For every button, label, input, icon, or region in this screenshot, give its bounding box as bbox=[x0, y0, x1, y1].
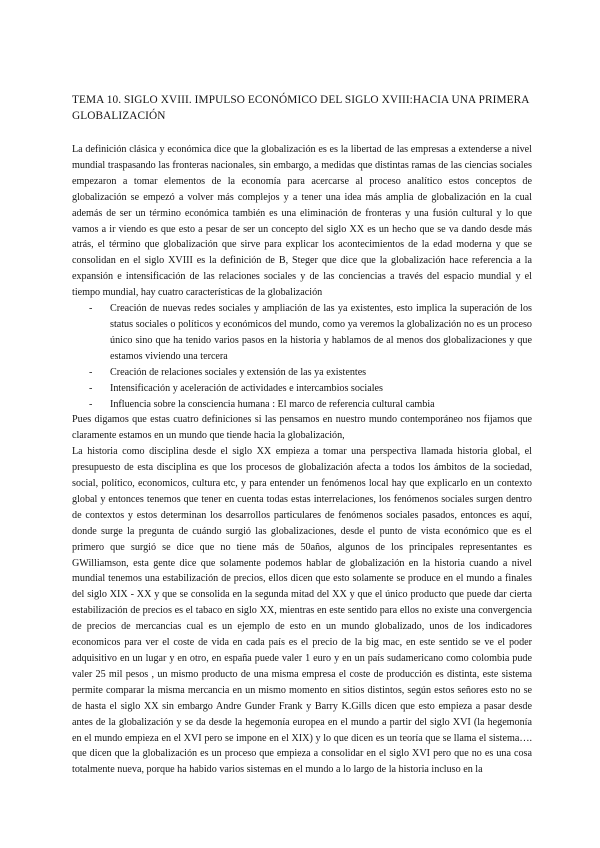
intro-paragraph: La definición clásica y económica dice que la globalización es es la libertad de las empresas a extenderse a nivel mundial traspasando las fronteras nacionales, sin embargo, a medidas que distintas ramas de las ciencias sociales empezaron a tomar elementos de la economía para acercarse al proceso analítico estos conceptos de globalización se empezó a volver más complejos y a tener una idea más amplia de globalización en la cual además de ser un término económica también es una eliminación de fronteras y una fusión cultural y lo que vamos a ir viendo es que esto a pesar de ser un concepto del siglo XX es un hecho que se va dando desde más atrás, el término que globalización que sirve para explicar los acontecimientos de la edad moderna y que se consolidan en el siglo XVIII es la definición de B, Steger que dice que la globalización hace referencia a la expansión e intensificación de las relaciones sociales y de las conciencias a través del espacio mundial y el tiempo mundial, hay cuatro características de la globalización bbox=[72, 144, 532, 299]
bullet-dash: - bbox=[89, 398, 93, 410]
paragraph-3: La historia como disciplina desde el siglo XX empieza a tomar una perspectiva llamada historia global, el presupuesto de esta disciplina es que los procesos de globalización afecta a todos los ámbitos de la sociedad, social, político, economicos, cultura etc, y para entender un fenómenos local hay que explicarlo en un contexto global y entonces tenemos que tener en cuenta todas estas interrelaciones, los fenómenos sociales surgen dentro de contextos y estos determinan los desarrollos particulares de fenómenos sociales pasados, entonces es aquí, donde surge la pregunta de cuándo surgió las globalizaciones, desde el punto de vista económico que es el primero que surgió se dice que no tiene más de 50años, algunos de los principales representantes es GWilliamson, esta gente dice que solamente podemos hablar de globalización en la historia cuando a nivel mundial tenemos una estabilización de precios, ellos dicen que esto solamente se produce en el mundo a finales del siglo XIX - XX y que se consolida en la segunda mitad del XX y que el único producto que puede dar cierta estabilización de precios es el tabaco en siglo XX, mientras en este sentido para ellos no existe una convergencia de precios de mercancias cual es un ejemplo de esto en un mundo globalizado, unos de los indicadores economicos para ver el coste de vida en cada país es el precio de la big mac, en este sentido se ve el poder adquisitivo en un lugar y en otro, en españa puede valer 1 euro y en un país sudamericano como colombia pude valer 25 mil pesos , un mismo producto de una misma empresa el coste de producción es distinta, este sistema permite comparar la misma mercancia en un mismo momento en sitios distintos, según estos señores esto no se de hasta el siglo XX sin embargo Andre Gunder Frank y Barry K.Gills dicen que esto empieza a pasar desde antes de la globalización y se da desde la hegemonía europea en el mundo a partir del siglo XVI (la hegemonía en el mundo empieza en el XVI pero se impone en el XIX) y lo que dicen es un teoría que se llama el sistema…. que dicen que la globalización es un proceso que empieza a consolidar en el siglo XVI pero que no es una cosa totalmente nueva, porque ha habido varios sistemas en el mundo a lo largo de la historia incluso en la bbox=[72, 446, 532, 776]
list-item bbox=[72, 365, 532, 381]
bullet-dash: - bbox=[89, 366, 93, 378]
list-item-text: Intensificación y aceleración de actividades e intercambios sociales bbox=[110, 382, 383, 394]
list-item-text: Influencia sobre la consciencia humana : El marco de referencia cultural cambia bbox=[110, 398, 435, 410]
list-item bbox=[72, 381, 532, 397]
list-item bbox=[72, 301, 532, 365]
document-body bbox=[72, 142, 532, 778]
paragraph-2: Pues digamos que estas cuatro definiciones si las pensamos en nuestro mundo contemporáneo nos fijamos que claramente estamos en un mundo que tiende hacia la globalización, bbox=[72, 414, 532, 442]
list-item-text: Creación de nuevas redes sociales y ampliación de las ya existentes, esto implica la superación de los status sociales o políticos y económicos del mundo, como ya veremos la globalización no es un proceso único sino que ha tenido varios pasos en la historia y hablamos de al menos dos globalizaciones y que estamos viviendo una tercera bbox=[110, 303, 532, 362]
characteristics-list bbox=[72, 301, 532, 412]
bullet-dash: - bbox=[89, 303, 93, 315]
bullet-dash: - bbox=[89, 382, 93, 394]
list-item-text: Creación de relaciones sociales y extensión de las ya existentes bbox=[110, 366, 367, 378]
document-title: TEMA 10. SIGLO XVIII. IMPULSO ECONÓMICO DEL SIGLO XVIII:HACIA UNA PRIMERA GLOBALIZACIÓN bbox=[72, 94, 529, 122]
list-item bbox=[72, 397, 532, 413]
